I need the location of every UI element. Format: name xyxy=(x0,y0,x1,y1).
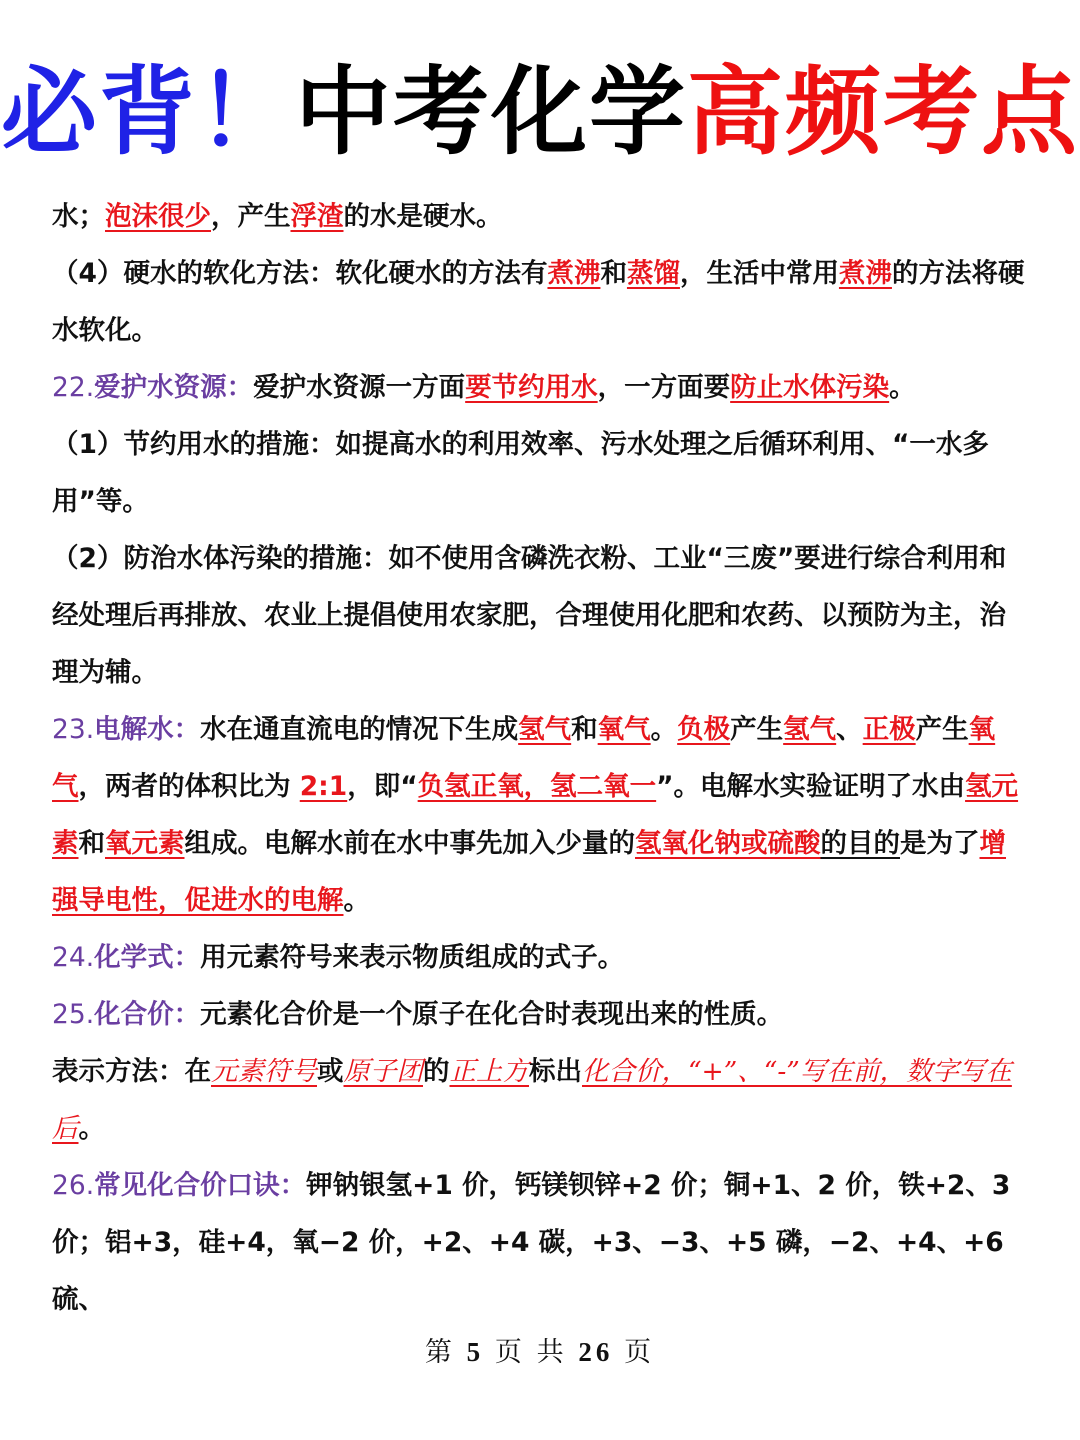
section-number: 26. xyxy=(52,1170,95,1201)
paragraph-softening xyxy=(52,245,1030,359)
text: 。 xyxy=(78,1113,105,1144)
text: 或 xyxy=(317,1056,344,1087)
keyword: 2:1 xyxy=(299,771,348,802)
paragraph-save-water: （1）节约用水的措施：如提高水的利用效率、污水处理之后循环利用、“一水多用”等。 xyxy=(52,429,989,517)
text: 元素化合价是一个原子在化合时表现出来的性质。 xyxy=(200,999,784,1030)
text: 用元素符号来表示物质组成的式子。 xyxy=(200,942,625,973)
text: 的方法将硬水软化。 xyxy=(52,258,1025,346)
text: （4）硬水的软化方法：软化硬水的方法有 xyxy=(52,258,548,289)
section-25 xyxy=(52,986,1030,1043)
text: ”。电解水实验证明了水由 xyxy=(656,771,966,802)
title-part-keypoints: 高频考点 xyxy=(687,56,1079,168)
page-title xyxy=(0,52,1080,172)
footer-text: 页 xyxy=(624,1337,656,1367)
paragraph-hard-water xyxy=(52,188,1030,245)
section-26 xyxy=(52,1157,1030,1328)
text: ，产生 xyxy=(211,201,291,232)
total-pages: 26 xyxy=(578,1337,614,1367)
text: 和 xyxy=(571,714,598,745)
text: 的水是硬水。 xyxy=(343,201,503,232)
keyword: 泡沫很少 xyxy=(105,201,211,232)
keyword: 防止水体污染 xyxy=(730,372,890,403)
title-part-must-memorize: 必背！ xyxy=(1,56,295,168)
section-heading: 爱护水资源： xyxy=(94,372,254,403)
section-number: 23. xyxy=(52,714,95,745)
section-heading: 化合价： xyxy=(94,999,201,1030)
footer-text: 第 xyxy=(424,1337,456,1367)
text: 表示方法：在 xyxy=(52,1056,211,1087)
paragraph-prevent-pollution: （2）防治水体污染的措施：如不使用含磷洗衣粉、工业“三废”要进行综合利用和经处理后再排放、农业上提倡使用农家肥，合理使用化肥和农药、以预防为主，治理为辅。 xyxy=(52,543,1007,688)
current-page-number: 5 xyxy=(466,1337,485,1367)
keyword: 正极 xyxy=(862,714,916,745)
keyword: 煮沸 xyxy=(838,258,892,289)
underlined-text: 的目的 xyxy=(820,828,900,859)
text: 钾钠银氢+1 价，钙镁钡锌+2 价；铜+1、2 价，铁+2、3 价；铝+3，硅+4，氧−2 价，+2、+4 碳，+3、−3、+5 磷，−2、+4、+6 硫、 xyxy=(52,1170,1011,1315)
keyword: 氧气 xyxy=(52,714,996,802)
paragraph-valence-notation xyxy=(52,1043,1030,1157)
keyword: 氢元素 xyxy=(52,771,1019,859)
footer-text: 页 共 xyxy=(494,1337,568,1367)
text: 、 xyxy=(836,714,863,745)
keyword: 化合价，“+”、“-”写在前，数字写在后 xyxy=(52,1056,1012,1144)
text: 产生 xyxy=(730,714,784,745)
keyword: 煮沸 xyxy=(547,258,601,289)
section-23 xyxy=(52,701,1030,929)
keyword: 增强导电性，促进水的电解 xyxy=(52,828,1006,916)
keyword: 氧元素 xyxy=(105,828,185,859)
keyword: 要节约用水 xyxy=(465,372,598,403)
section-24 xyxy=(52,929,1030,986)
text: 爱护水资源一方面 xyxy=(253,372,466,403)
text: ，两者的体积比为 xyxy=(78,771,300,802)
section-heading: 化学式： xyxy=(94,942,201,973)
text: 。 xyxy=(650,714,678,745)
text: ，一方面要 xyxy=(597,372,731,403)
document-body xyxy=(52,188,1030,1328)
section-number: 25. xyxy=(52,999,95,1030)
section-heading: 电解水： xyxy=(94,714,201,745)
section-number: 22. xyxy=(52,372,95,403)
text: 水在通直流电的情况下生成 xyxy=(200,714,519,745)
keyword: 氢氧化钠或硫酸 xyxy=(635,828,821,859)
text: 是为了 xyxy=(900,828,980,859)
keyword: 原子团 xyxy=(343,1056,423,1087)
keyword: 氢气 xyxy=(518,714,572,745)
keyword: 氧气 xyxy=(597,714,651,745)
text: ，生活中常用 xyxy=(679,258,839,289)
text: 。 xyxy=(889,372,916,403)
text: 。 xyxy=(343,885,370,916)
keyword: 氢气 xyxy=(783,714,837,745)
keyword: 蒸馏 xyxy=(626,258,680,289)
text: 和 xyxy=(600,258,627,289)
text: 标出 xyxy=(529,1056,582,1087)
text: 的 xyxy=(423,1056,450,1087)
keyword: 负氢正氧，氢二氧一 xyxy=(417,771,657,802)
keyword: 元素符号 xyxy=(211,1056,317,1087)
section-22 xyxy=(52,359,1030,416)
page-footer xyxy=(0,1328,1080,1376)
section-heading: 常见化合价口诀： xyxy=(94,1170,307,1201)
keyword: 负极 xyxy=(677,714,731,745)
text: ，即“ xyxy=(347,771,418,802)
text: 组成。电解水前在水中事先加入少量的 xyxy=(184,828,635,859)
keyword: 正上方 xyxy=(449,1056,529,1087)
text: 产生 xyxy=(915,714,969,745)
section-number: 24. xyxy=(52,942,95,973)
keyword: 浮渣 xyxy=(290,201,344,232)
text: 和 xyxy=(78,828,105,859)
text: 水； xyxy=(52,201,105,232)
title-part-subject: 中考化学 xyxy=(295,56,687,168)
